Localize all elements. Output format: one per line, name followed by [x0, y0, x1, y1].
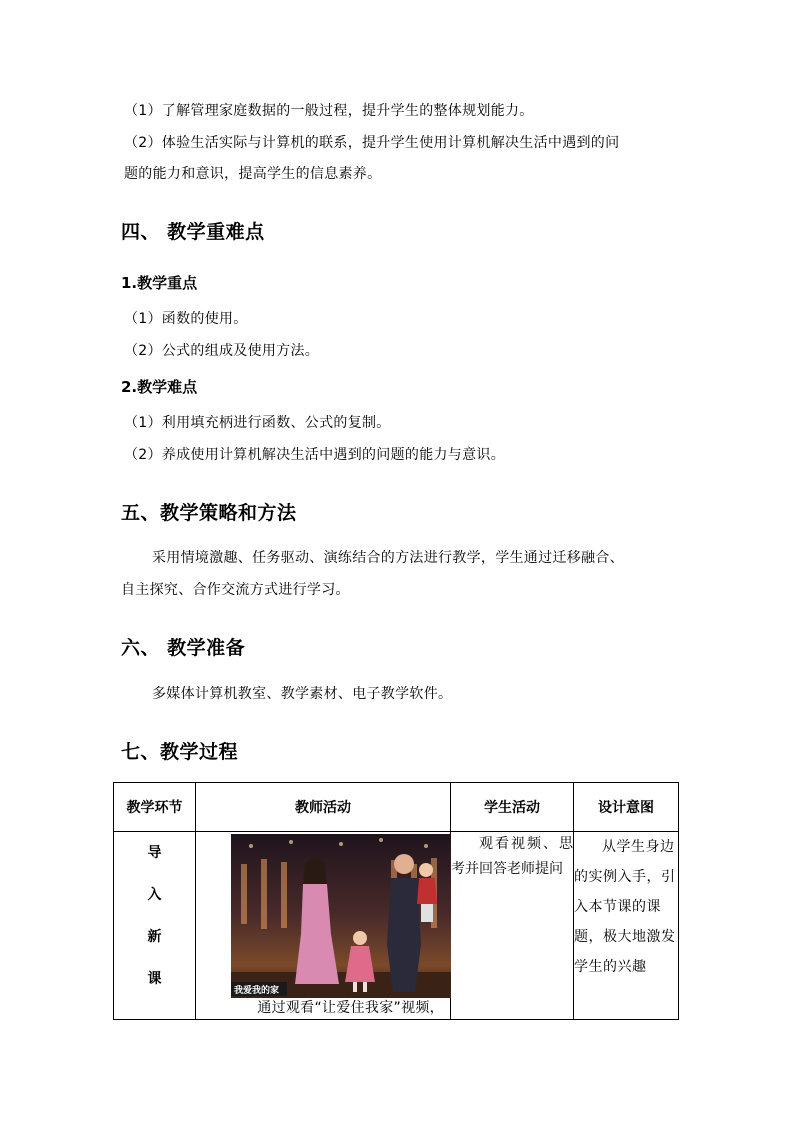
header-student: 学生活动 — [451, 783, 574, 832]
video-still-image — [231, 834, 451, 998]
header-stage: 教学环节 — [114, 783, 196, 832]
student-activity-text: 观看视频、思考并回答老师提问 — [451, 836, 573, 877]
table-row — [114, 832, 679, 1020]
key-point-1: （1）函数的使用。 — [124, 311, 248, 327]
difficult-points-title: 2.教学难点 — [121, 378, 198, 396]
objective-2-line2: 题的能力和意识，提高学生的信息素养。 — [124, 166, 382, 182]
section6-title: 六、 教学准备 — [121, 637, 246, 659]
teacher-activity-cell — [196, 832, 451, 1020]
section4-title: 四、 教学重难点 — [121, 221, 265, 243]
table-header-row — [114, 783, 679, 832]
section7-title: 七、教学过程 — [121, 741, 239, 763]
teacher-activity-text: 通过观看“让爱住我家”视频， — [257, 1000, 444, 1016]
stage-char: 课 — [147, 971, 162, 987]
design-intent-cell — [574, 832, 679, 1020]
section5-title: 五、教学策略和方法 — [121, 502, 297, 524]
stage-cell — [114, 832, 196, 1020]
key-points-title: 1.教学重点 — [121, 274, 198, 292]
objective-2-line1: （2）体验生活实际与计算机的联系，提升学生使用计算机解决生活中遇到的问 — [124, 135, 620, 151]
student-activity-cell — [451, 832, 574, 1020]
photo-caption: 我爱我的家 — [234, 986, 280, 996]
lesson-process-table — [113, 782, 679, 1020]
objective-1: （1）了解管理家庭数据的一般过程，提升学生的整体规划能力。 — [124, 103, 534, 119]
key-point-2: （2）公式的组成及使用方法。 — [124, 343, 320, 359]
difficult-point-1: （1）利用填充柄进行函数、公式的复制。 — [124, 415, 391, 431]
stage-char: 新 — [147, 929, 162, 945]
header-intent: 设计意图 — [574, 783, 679, 832]
difficult-point-2: （2）养成使用计算机解决生活中遇到的问题的能力与意识。 — [124, 447, 506, 463]
section6-text: 多媒体计算机教室、教学素材、电子教学软件。 — [152, 686, 453, 702]
stage-family-photo — [231, 834, 451, 998]
header-teacher: 教师活动 — [196, 783, 451, 832]
stage-char: 入 — [147, 887, 162, 903]
stage-char: 导 — [147, 845, 162, 861]
section5-line2: 自主探究、合作交流方式进行学习。 — [121, 582, 350, 598]
section5-line1: 采用情境激趣、任务驱动、演练结合的方法进行教学，学生通过迁移融合、 — [152, 550, 624, 566]
design-intent-text: 从学生身边的实例入手，引入本节课的课题，极大地激发学生的兴趣 — [574, 839, 676, 975]
